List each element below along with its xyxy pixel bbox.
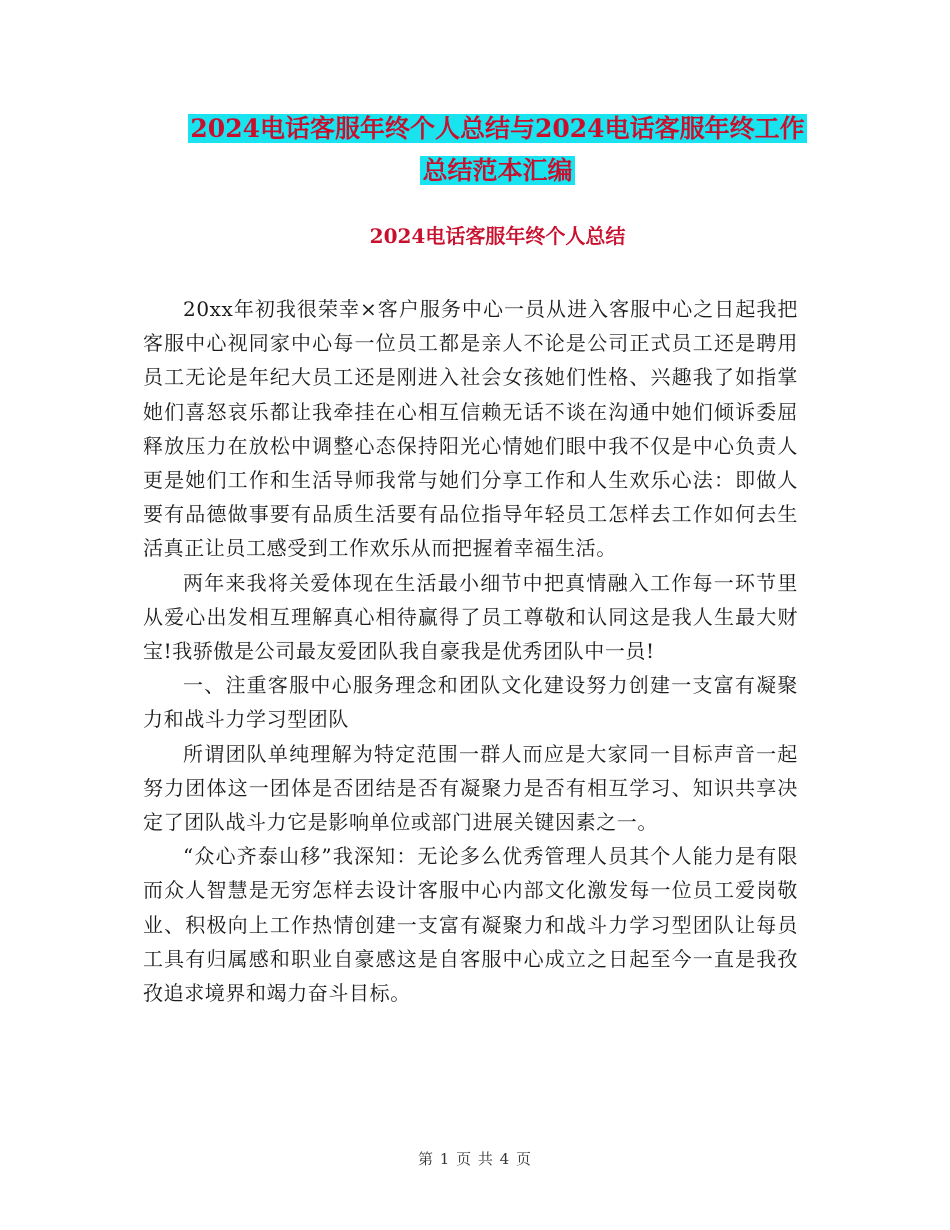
page-footer: 第 1 页 共 4 页 (418, 1150, 532, 1168)
document-title (140, 108, 855, 192)
paragraph: 20xx年初我很荣幸×客户服务中心一员从进入客服中心之日起我把客服中心视同家中心每一位员工都是亲人不论是公司正式员工还是聘用员工无论是年纪大员工还是刚进入社会女孩她们性格、兴趣我了如指掌她们喜怒哀乐都让我牵挂在心相互信赖无话不谈在沟通中她们倾诉委屈释放压力在放松中调整心态保持阳光心情她们眼中我不仅是中心负责人更是她们工作和生活导师我常与她们分享工作和人生欢乐心法：即做人要有品德做事要有品质生活要有品位指导年轻员工怎样去工作如何去生活真正让员工感受到工作欢乐从而把握着幸福生活。 (143, 297, 798, 561)
section-heading: 2024电话客服年终个人总结 (369, 224, 626, 248)
paragraph: “众心齐泰山移”我深知：无论多么优秀管理人员其个人能力是有限而众人智慧是无穷怎样去设计客服中心内部文化激发每一位员工爱岗敬业、积极向上工作热情创建一支富有凝聚力和战斗力学习型团队让每员工具有归属感和职业自豪感这是自客服中心成立之日起至今一直是我孜孜追求境界和竭力奋斗目标。 (143, 844, 798, 1006)
document-title-line-2: 总结范本汇编 (422, 156, 573, 185)
document-title-line-1: 2024电话客服年终个人总结与2024电话客服年终工作 (190, 114, 805, 143)
paragraph: 一、注重客服中心服务理念和团队文化建设努力创建一支富有凝聚力和战斗力学习型团队 (143, 673, 798, 732)
document-body (143, 292, 798, 1010)
paragraph: 两年来我将关爱体现在生活最小细节中把真情融入工作每一环节里从爱心出发相互理解真心相待赢得了员工尊敬和认同这是我人生最大财宝!我骄傲是公司最友爱团队我自豪我是优秀团队中一员! (143, 570, 798, 664)
paragraph: 所谓团队单纯理解为特定范围一群人而应是大家同一目标声音一起努力团体这一团体是否团结是否有凝聚力是否有相互学习、知识共享决定了团队战斗力它是影响单位或部门进展关键因素之一。 (143, 741, 798, 835)
